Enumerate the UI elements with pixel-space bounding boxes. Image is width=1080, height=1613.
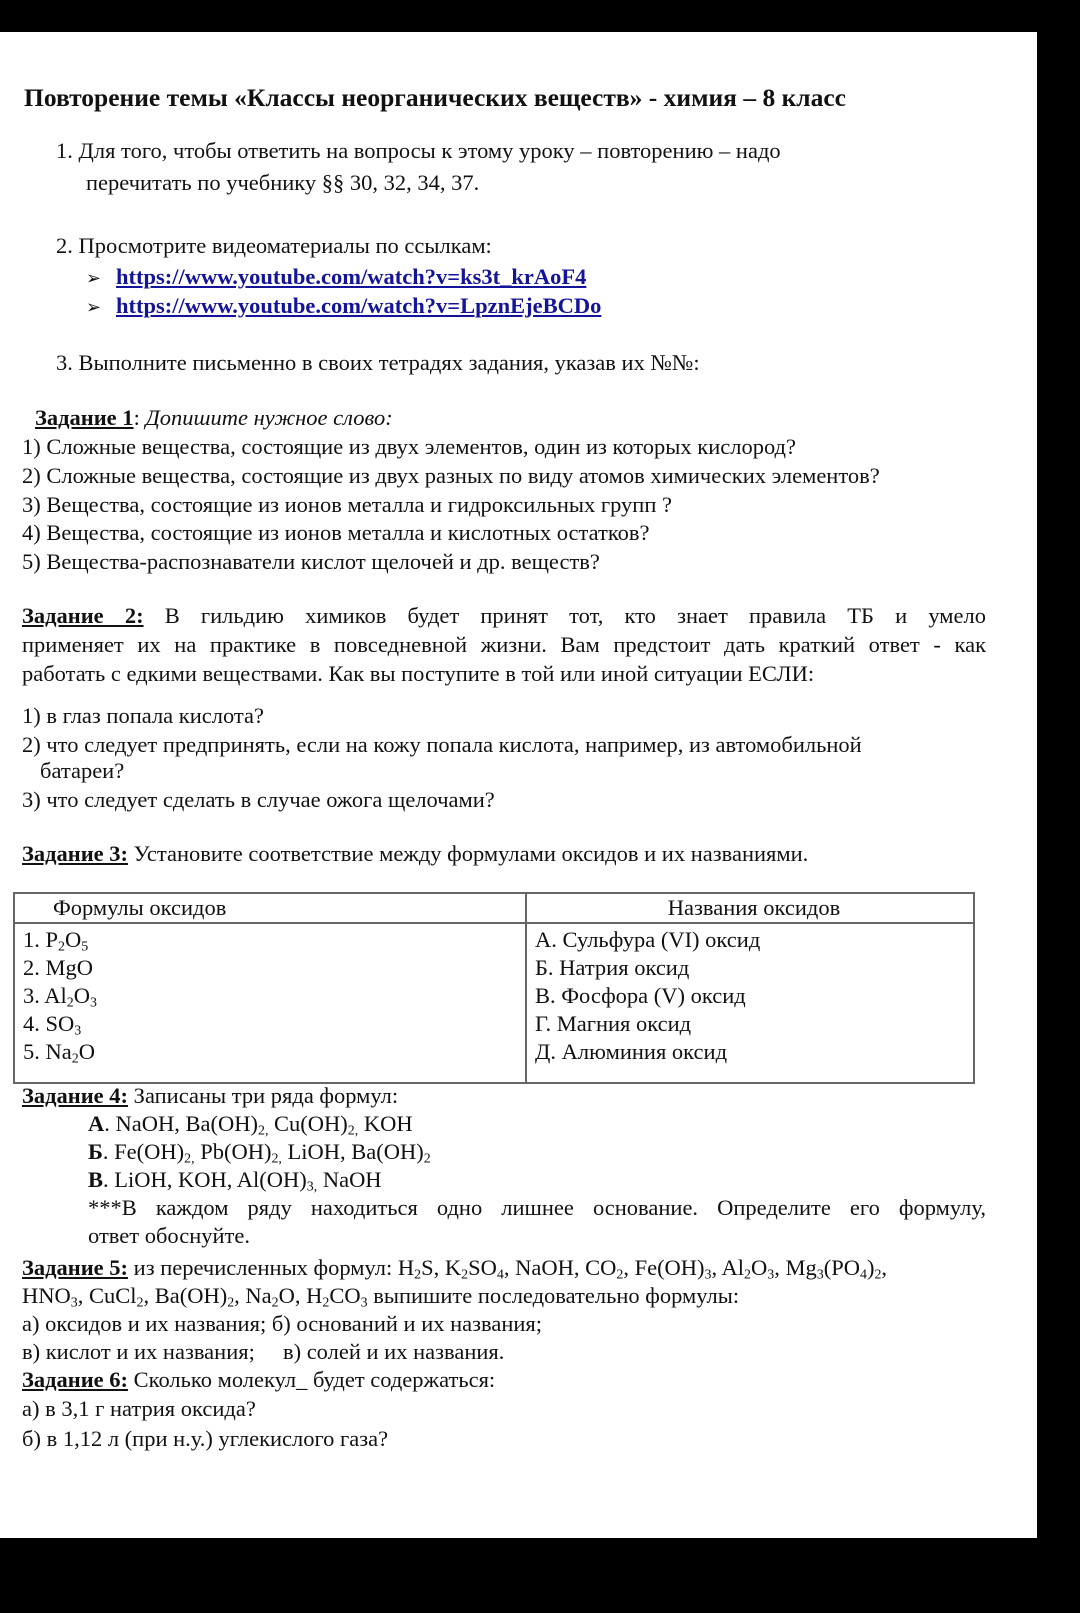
document-page: [0, 32, 1037, 1538]
page-title: Повторение темы «Классы неорганических веществ» - химия – 8 класс: [24, 83, 846, 112]
task-1-instruction: Допишите нужное слово:: [145, 405, 393, 430]
task-1-heading: Задание 1: Допишите нужное слово:: [35, 405, 393, 430]
formula-row: 3. $Al_2O_3$: [23, 983, 97, 1011]
step-1-line-2: перечитать по учебнику §§ 30, 32, 34, 37.: [86, 170, 480, 195]
task-3-heading: Задание 3: Установите соответствие между формулами оксидов и их названиями.: [22, 841, 809, 866]
task-2-item-cont: батареи?: [40, 758, 125, 783]
task-4-row-b: Б. $Fe(OH)_{2,}$ $Pb(OH)_{2,}$ LiOH, $Ba(OH)_2$: [88, 1139, 431, 1167]
name-row: Б. Натрия оксид: [535, 955, 690, 980]
task-1-item: 5) Вещества-распознаватели кислот щелочей и др. веществ?: [22, 549, 600, 574]
task-6-item: а) в 3,1 г натрия оксида?: [22, 1396, 256, 1421]
task-2-label: Задание 2:: [22, 603, 144, 628]
task-2-item: 1) в глаз попала кислота?: [22, 703, 265, 728]
task-4-note: ***В каждом ряду находиться одно лишнее основание. Определите его формулу,: [88, 1195, 986, 1220]
task-1-item: 4) Вещества, состоящие из ионов металла и кислотных остатков?: [22, 520, 650, 545]
formula-row: 1. $P_2O_5$: [23, 927, 89, 955]
task-2-item: 3) что следует сделать в случае ожога щелочами?: [22, 787, 495, 812]
task-1-item: 3) Вещества, состоящие из ионов металла и гидроксильных групп ?: [22, 492, 672, 517]
task-5-line-3: а) оксидов и их названия; б) оснований и их названия;: [22, 1311, 543, 1336]
task-2-intro: [22, 602, 986, 630]
link-item-1: [86, 263, 586, 292]
column-header-formulas: Формулы оксидов: [14, 893, 526, 923]
task-4-heading: Задание 4: Записаны три ряда формул:: [22, 1083, 399, 1108]
task-4-row-c: В. LiOH, KOH, $Al(OH)_{3,}$ NaOH: [88, 1167, 382, 1195]
link-item-2: [86, 292, 601, 321]
formula-row: 5. $Na_2O$: [23, 1039, 95, 1067]
task-6-label: Задание 6:: [22, 1367, 129, 1392]
step-3: 3. Выполните письменно в своих тетрадях задания, указав их №№:: [56, 350, 700, 375]
task-5-heading: Задание 5: из перечисленных формул: $H_2S$, $K_2SO_4$, NaOH, $CO_2$, $Fe(OH)_3$, $Al_2O_3$, $Mg_3(PO_4)_2$,: [22, 1255, 888, 1283]
video-link-2[interactable]: https://www.youtube.com/watch?v=LpznEjeBCDo: [116, 293, 602, 318]
task-2-line-2: применяет их на практике в повседневной жизни. Вам предстоит дать краткий ответ - как: [22, 632, 986, 657]
oxides-table: [13, 892, 975, 1084]
task-5-line-2: $HNO_3$, CuCl$_2$, $Ba(OH)_2$, $Na_2O$, $H_2CO_3$ выпишите последовательно формулы:: [22, 1283, 740, 1311]
task-3-label: Задание 3:: [22, 841, 129, 866]
task-6-heading: Задание 6: Сколько молекул_ будет содержаться:: [22, 1367, 496, 1392]
task-2-line-3: работать с едкими веществами. Как вы поступите в той или иной ситуации ЕСЛИ:: [22, 661, 815, 686]
video-link-1[interactable]: https://www.youtube.com/watch?v=ks3t_krAoF4: [116, 264, 587, 289]
name-row: Г. Магния оксид: [535, 1011, 692, 1036]
task-5-line-4: в) кислот и их названия; в) солей и их названия.: [22, 1339, 505, 1364]
name-row: Д. Алюминия оксид: [535, 1039, 728, 1064]
task-4-note-cont: ответ обоснуйте.: [88, 1223, 250, 1248]
task-1-item: 1) Сложные вещества, состоящие из двух элементов, один из которых кислород?: [22, 434, 796, 459]
task-2-item: 2) что следует предпринять, если на кожу попала кислота, например, из автомобильной: [22, 732, 862, 757]
task-2-line-1: Задание 2: В гильдию химиков будет принят тот, кто знает правила ТБ и умело: [22, 603, 986, 628]
arrow-bullet-icon: ➢: [86, 268, 102, 288]
task-4-label: Задание 4:: [22, 1083, 129, 1108]
arrow-bullet-icon: ➢: [86, 297, 102, 317]
step-2: 2. Просмотрите видеоматериалы по ссылкам:: [56, 233, 492, 258]
formula-row: 4. $SO_3$: [23, 1011, 82, 1039]
task-4-row-a: А. NaOH, $Ba(OH)_{2,}$ $Cu(OH)_{2,}$ KOH: [88, 1111, 413, 1139]
step-1-line-1: 1. Для того, чтобы ответить на вопросы к этому уроку – повторению – надо: [56, 138, 781, 163]
formulas-cell: [14, 923, 526, 1083]
task-1-label: Задание 1: [35, 405, 134, 430]
task-6-item: б) в 1,12 л (при н.у.) углекислого газа?: [22, 1426, 389, 1451]
task-1-item: 2) Сложные вещества, состоящие из двух разных по виду атомов химических элементов?: [22, 463, 880, 488]
column-header-names: Названия оксидов: [526, 893, 974, 923]
task-5-label: Задание 5:: [22, 1255, 129, 1280]
formula-row: 2. MgO: [23, 955, 94, 980]
name-row: А. Сульфура (VI) оксид: [535, 927, 761, 952]
name-row: В. Фосфора (V) оксид: [535, 983, 746, 1008]
names-cell: [526, 923, 974, 1083]
